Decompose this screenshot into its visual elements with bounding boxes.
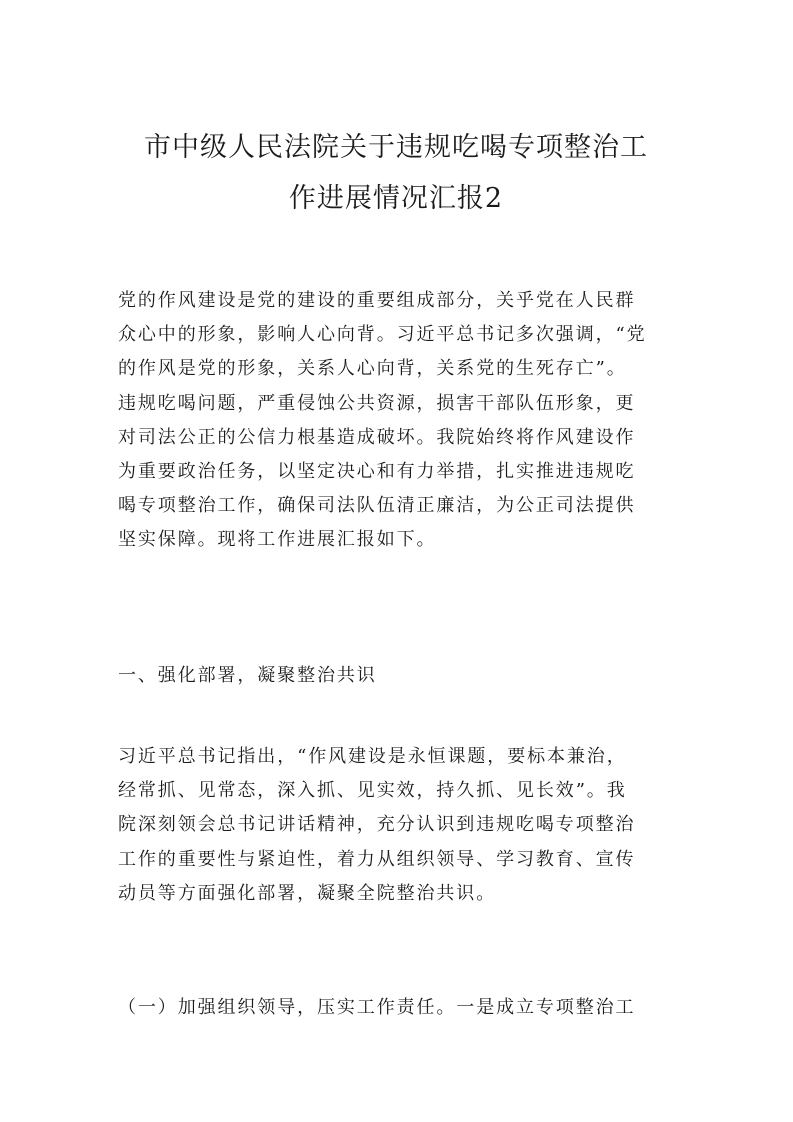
section-heading-text: 一、强化部署，凝聚整治共识	[118, 665, 377, 686]
paragraph-line: 习近平总书记指出，“作风建设是永恒课题，要标本兼治，	[118, 746, 627, 767]
title-line: 市中级人民法院关于违规吃喝专项整治工	[144, 132, 648, 163]
paragraph-line: 众心中的形象，影响人心向背。习近平总书记多次强调，“党	[118, 324, 647, 346]
section-paragraph	[118, 740, 676, 911]
paragraph-line: 坚实保障。现将工作进展汇报如下。	[118, 529, 437, 551]
subsection-paragraph	[118, 991, 676, 1025]
paragraph-line: 动员等方面强化部署，凝聚全院整治共识。	[118, 882, 497, 904]
title-line: 作进展情况汇报2	[288, 183, 504, 214]
paragraph-line: 工作的重要性与紧迫性，着力从组织领导、学习教育、宣传	[118, 848, 636, 870]
intro-paragraph	[118, 284, 676, 558]
paragraph-line: 为重要政治任务，以坚定决心和有力举措，扎实推进违规吃	[118, 461, 636, 483]
paragraph-line: 对司法公正的公信力根基造成破坏。我院始终将作风建设作	[118, 426, 636, 448]
paragraph-line: （一）加强组织领导，压实工作责任。一是成立专项整治工	[118, 997, 636, 1018]
paragraph-line: 违规吃喝问题，严重侵蚀公共资源，损害干部队伍形象，更	[118, 392, 636, 414]
paragraph-line: 喝专项整治工作，确保司法队伍清正廉洁，为公正司法提供	[118, 495, 636, 517]
paragraph-line: 的作风是党的形象，关系人心向背，关系党的生死存亡”。	[118, 358, 627, 380]
paragraph-line: 院深刻领会总书记讲话精神，充分认识到违规吃喝专项整治	[118, 814, 636, 836]
section-heading	[118, 659, 676, 693]
document-title	[118, 122, 674, 224]
paragraph-line: 党的作风建设是党的建设的重要组成部分，关乎党在人民群	[118, 290, 636, 311]
paragraph-line: 经常抓、见常态，深入抓、见实效，持久抓、见长效”。我	[118, 780, 627, 802]
